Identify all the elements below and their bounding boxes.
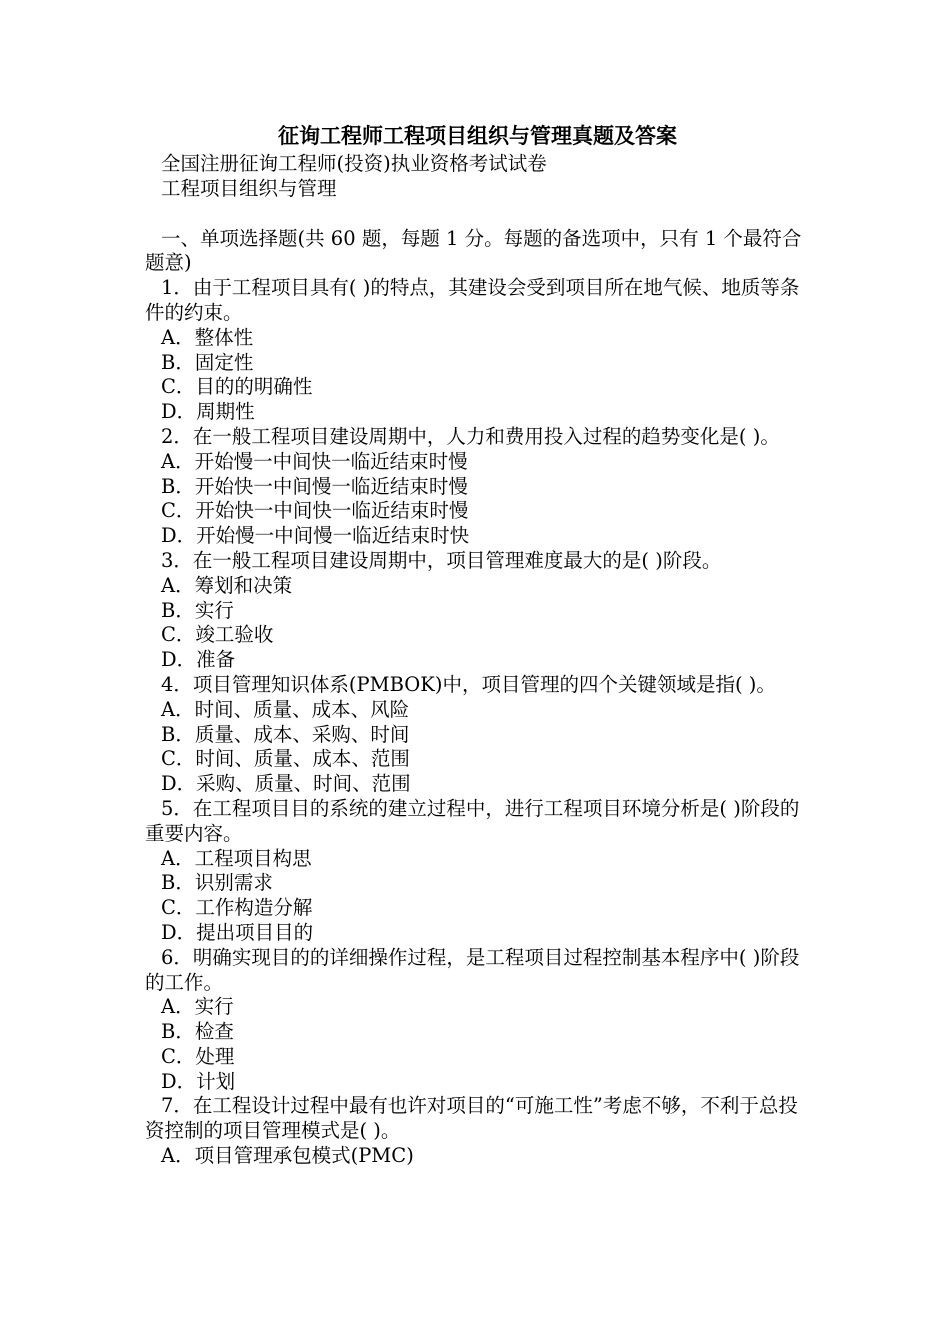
section-heading: 一、单项选择题(共 60 题，每题 1 分。每题的备选项中，只有 1 个最符合题意)	[145, 226, 802, 275]
option-d: D．采购、质量、时间、范围	[161, 772, 411, 796]
option-c: C．目的的明确性	[161, 375, 313, 399]
option-a: A．项目管理承包模式(PMC)	[161, 1144, 414, 1168]
option-b: B．质量、成本、采购、时间	[161, 722, 410, 746]
option-d: D．准备	[161, 648, 236, 672]
question-stem: 1．由于工程项目具有( )的特点，其建设会受到项目所在地气候、地质等条件的约束。	[145, 276, 800, 324]
option-b: B．固定性	[161, 350, 254, 374]
option-a: A．实行	[161, 995, 234, 1019]
option-a: A．筹划和决策	[161, 573, 293, 597]
question-stem: 7．在工程设计过程中最有也许对项目的“可施工性”考虑不够，不利于总投资控制的项目管理模式是( )。	[145, 1094, 798, 1143]
option-b: B．检查	[161, 1020, 234, 1044]
option-a: A．开始慢一中间快一临近结束时慢	[161, 449, 468, 473]
option-c: C．竣工验收	[161, 623, 274, 647]
document-title: 征询工程师工程项目组织与管理真题及答案	[278, 123, 677, 148]
question-7	[145, 1094, 810, 1168]
question-stem: 3．在一般工程项目建设周期中，项目管理难度最大的是( )阶段。	[161, 548, 722, 572]
question-1	[145, 276, 810, 425]
option-d: D．提出项目目的	[161, 920, 314, 944]
document-subject: 工程项目组织与管理	[161, 176, 337, 200]
option-d: D．计划	[161, 1069, 236, 1093]
option-a: A．时间、质量、成本、风险	[161, 697, 410, 721]
option-a: A．整体性	[161, 325, 254, 349]
question-2	[145, 425, 810, 549]
blank-line	[145, 202, 810, 227]
question-stem: 6．明确实现目的的详细操作过程，是工程项目过程控制基本程序中( )阶段的工作。	[145, 945, 800, 994]
question-3	[145, 549, 810, 673]
option-b: B．实行	[161, 598, 234, 622]
document-page	[145, 120, 810, 1169]
option-a: A．工程项目构思	[161, 846, 312, 870]
option-d: D．周期性	[161, 400, 255, 424]
option-b: B．识别需求	[161, 871, 273, 895]
question-6	[145, 946, 810, 1095]
option-d: D．开始慢一中间慢一临近结束时快	[161, 524, 470, 548]
question-stem: 2．在一般工程项目建设周期中，人力和费用投入过程的趋势变化是( )。	[161, 424, 780, 448]
option-c: C．工作构造分解	[161, 896, 313, 920]
question-5	[145, 797, 810, 946]
question-4	[145, 673, 810, 797]
question-stem: 4．项目管理知识体系(PMBOK)中，项目管理的四个关键领域是指( )。	[161, 672, 776, 696]
option-c: C．处理	[161, 1044, 235, 1068]
document-subtitle: 全国注册征询工程师(投资)执业资格考试试卷	[161, 152, 547, 175]
question-stem: 5．在工程项目目的系统的建立过程中，进行工程项目环境分析是( )阶段的重要内容。	[145, 796, 800, 845]
option-c: C．开始快一中间快一临近结束时慢	[161, 499, 469, 523]
option-b: B．开始快一中间慢一临近结束时慢	[161, 474, 468, 498]
option-c: C．时间、质量、成本、范围	[161, 747, 410, 771]
